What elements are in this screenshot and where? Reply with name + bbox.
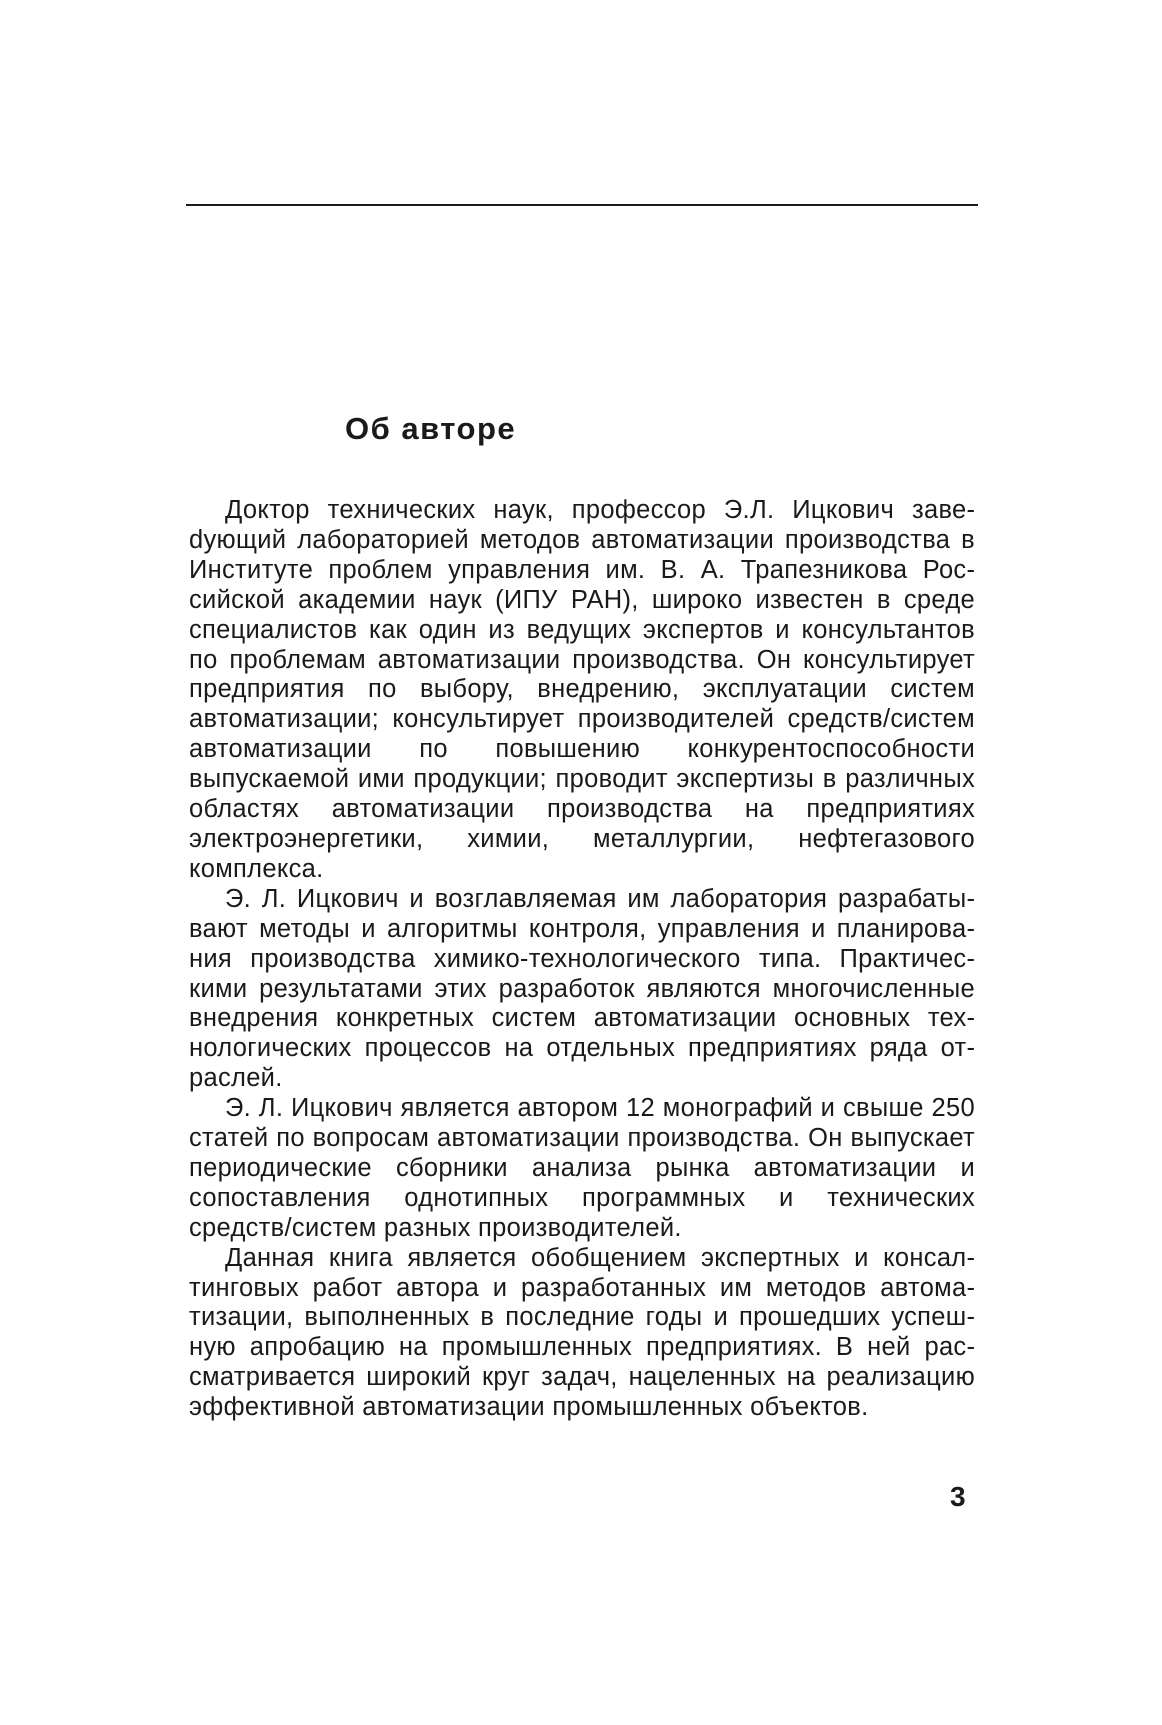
paragraph-1: Доктор технических наук, профессор Э.Л. Ицкович завеdующий лабораторией методов автоматизации производства в Институте проблем управления им. В. А. Трапезникова Российской академии наук (ИПУ РАН), широко известен в среде специалистов как один из ведущих экспертов и консультантов по проблемам автоматизации производства. Он консультирует предприятия по выбору, внедрению, эксплуатации систем автоматизации; консультирует производителей средств/​систем автоматизации по повышению конкурентоспособности выпускаемой ими продукции; проводит экспертизы в различных областях автоматизации производства на предприятиях электроэнергетики, химии, металлургии, нефтегазового комплекса. [189, 496, 975, 883]
about-author-text [189, 496, 975, 1423]
header-rule [186, 204, 978, 206]
paragraph-4: Данная книга является обобщением экспертных и консалтинговых работ автора и разработанных им методов автоматизации, выполненных в последние годы и прошедших успешную апробацию на промышленных предприятиях. В ней рассматривается широкий круг задач, нацеленных на реализацию эффективной автоматизации промышленных объектов. [189, 1243, 975, 1422]
paragraph-3: Э. Л. Ицкович является автором 12 монографий и свыше 250 статей по вопросам автоматизации производства. Он выпускает периодические сборники анализа рынка автоматизации и сопоставления однотипных программных и технических средств/систем разных производителей. [189, 1094, 975, 1242]
page-number: 3 [950, 1481, 966, 1512]
chapter-title: Об авторе [345, 411, 517, 446]
paragraph-2: Э. Л. Ицкович и возглавляемая им лаборатория разрабатывают методы и алгоритмы контроля, управления и планирования производства химико-технологического типа. Практическими результатами этих разработок являются многочисленные внедрения конкретных систем автоматизации основных технологических процессов на отдельных предприятиях ряда отраслей. [189, 884, 975, 1093]
